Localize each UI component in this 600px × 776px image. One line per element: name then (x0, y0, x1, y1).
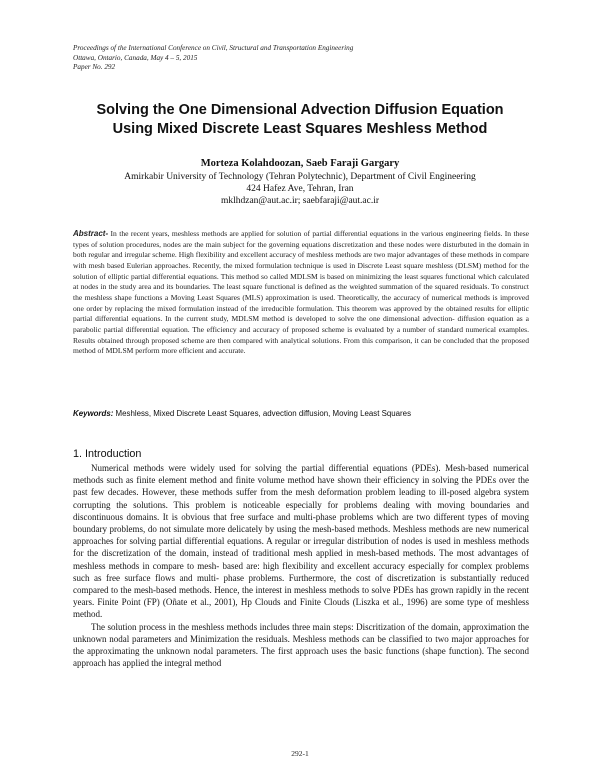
title-line-1: Solving the One Dimensional Advection Diffusion Equation (96, 102, 504, 118)
affiliation-emails: mklhdzan@aut.ac.ir; saebfaraji@aut.ac.ir (220, 196, 380, 207)
abstract-text: In the recent years, meshless methods are applied for solution of partial differential equations in the various engineering fields. In these types of solution procedures, nodes are the main subject for the governing equations discretization and these nodes were disturbuted in the domain in both regular and irregular scheme. High flexibility and excellent accuracy of meshless methods are two major advantages of these methods in compare with mesh based Eulerian approaches. Recently, the mixed formulation technique is used in Discrete Least square meshless (DLSM) method for the solution of elliptic partial differential equations. This method so called MDLSM is based on minimizing the least squares functional which calculated at nodes in the study area and its boundaries. The least square functional is defined as the weighted summation of the squared residuals. To construct the meshless shape functions a Moving Least Squares (MLS) approximation is used. Theoretically, the accuracy of numerical methods is improved one order by replacing the mixed formulation instead of the irreducible formulation. This theorem was approved by the obtained results for elliptic partial differential equations. In the current study, MDLSM method is developed to solve the one dimensional advection- diffusion equation as a parabolic partial differential equation. The efficiency and accuracy of proposed scheme is evaluated by a number of standard numerical examples. Results obtained through proposed scheme are then compared with analytical solutions. From this comparison, it can be concluded that the proposed method of MDLSM perform more efficient and accurate. (73, 229, 529, 356)
affiliation (60, 171, 540, 208)
keywords-text: Meshless, Mixed Discrete Least Squares, advection diffusion, Moving Least Squares (115, 409, 412, 418)
authors: Morteza Kolahdoozan, Saeb Faraji Gargary (200, 158, 400, 169)
header-line-paper-number: Paper No. 292 (73, 63, 116, 72)
intro-paragraph-2: The solution process in the meshless methods includes three main steps: Discritization of the domain, approximation the unknown nodal parameters and Minimization the residuals. Meshless methods can be classified to two major approaches for the approximating the unknown nodal parameters. The first approach uses the basic functions (shape function). The second approach has applied the integral method (73, 621, 529, 669)
keywords (73, 408, 529, 419)
introduction-body (73, 462, 529, 669)
title-line-2: Using Mixed Discrete Least Squares Meshless Method (112, 121, 488, 137)
paper-title (60, 101, 540, 139)
header-line-conference: Proceedings of the International Conference on Civil, Structural and Transportation Engineering (73, 44, 354, 52)
abstract-label: Abstract- (73, 229, 109, 238)
abstract (73, 229, 529, 357)
affiliation-address: 424 Hafez Ave, Tehran, Iran (246, 184, 354, 195)
keywords-label: Keywords: (73, 409, 114, 418)
proceedings-header (73, 44, 533, 73)
affiliation-institution: Amirkabir University of Technology (Tehran Polytechnic), Department of Civil Engineering (124, 172, 476, 182)
section-heading-introduction: 1. Introduction (73, 448, 142, 460)
intro-paragraph-1: Numerical methods were widely used for solving the partial differential equations (PDEs). Mesh-based numerical methods such as finite element method and finite volume method have shown their efficiency in solving the PDEs over the past few decades. However, these methods suffer from the mesh deformation problem leading to ill-posed algebra system corrupting the solutions. This problem is noticeable especially for problems dealing with moving boundaries and discontinuous domains. It is obvious that free surface and multi-phase problems which are two different types of moving boundary problems, do not simulate more delicately by using the mesh-based methods. Meshless methods are new numerical approaches for solving partial differential equations. A regular or irregular distribution of nodes is used in meshless methods for the discretization of the domain, instead of traditional mesh applied in mesh-based methods. The most advantages of meshless methods in compare to mesh- based are: high flexibility and excellent accuracy especially for complex problems such as free surface flows and multi- phase problems. Furthermore, the cost of discretization is substantially reduced compared to the mesh-based methods. Hence, the interest in meshless methods to solve PDEs has grown rapidly in the recent years. Finite Point (FP) (Oñate et al., 2001), Hp Clouds and Finite Clouds (Liszka et al., 1996) are some type of meshless method. (73, 463, 529, 620)
header-line-location: Ottawa, Ontario, Canada, May 4 – 5, 2015 (73, 53, 198, 62)
page-number: 292-1 (291, 749, 309, 758)
